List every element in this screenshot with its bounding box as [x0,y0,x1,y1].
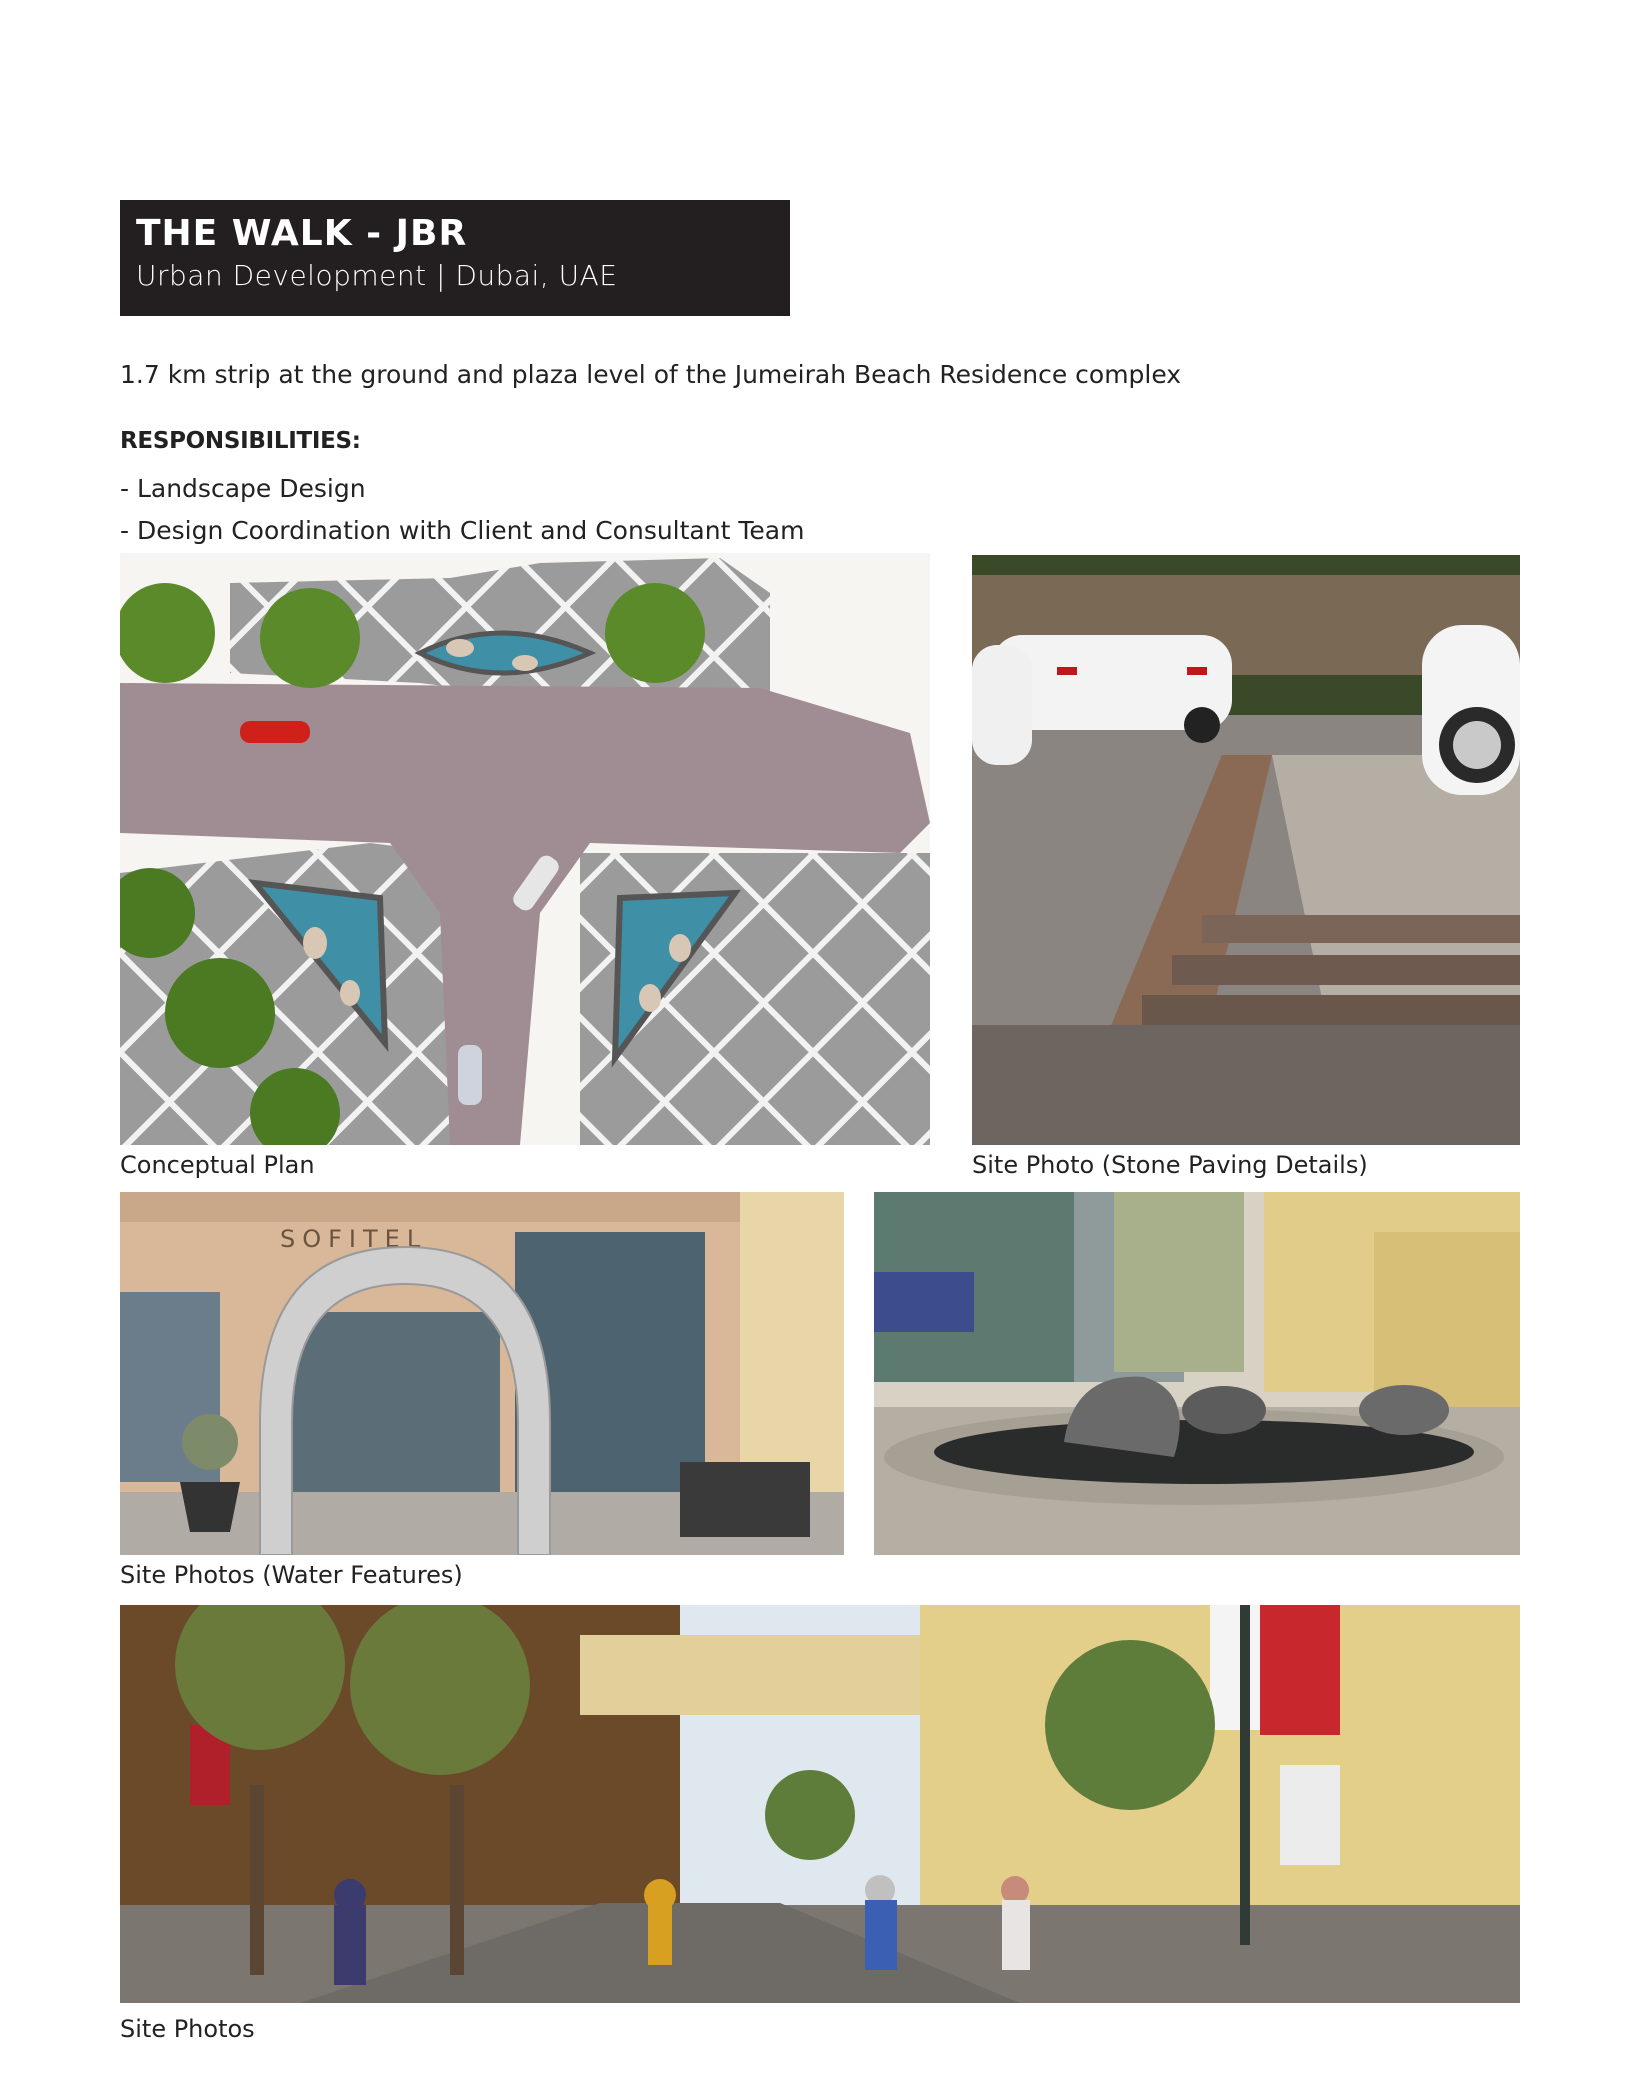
sofitel-sign: SOFITEL [280,1225,428,1253]
project-description: 1.7 km strip at the ground and plaza level of the Jumeirah Beach Residence complex [120,360,1182,389]
title-block [120,200,790,316]
caption-paving: Site Photo (Stone Paving Details) [972,1151,1368,1179]
conceptual-plan-image [120,553,930,1145]
responsibilities-heading: RESPONSIBILITIES: [120,428,361,454]
street-photo [120,1605,1520,2003]
responsibilities-list [120,468,804,552]
paving-photo [972,555,1520,1145]
caption-water-features: Site Photos (Water Features) [120,1561,463,1589]
responsibility-item: - Design Coordination with Client and Consultant Team [120,516,805,545]
page-subtitle: Urban Development | Dubai, UAE [136,259,618,292]
page-title: THE WALK - JBR [136,213,468,254]
water-feature-photo-arch [120,1192,844,1555]
caption-site-photos: Site Photos [120,2015,255,2043]
water-feature-photo-boulders [874,1192,1520,1555]
responsibility-item: - Landscape Design [120,474,366,503]
caption-conceptual-plan: Conceptual Plan [120,1151,315,1179]
